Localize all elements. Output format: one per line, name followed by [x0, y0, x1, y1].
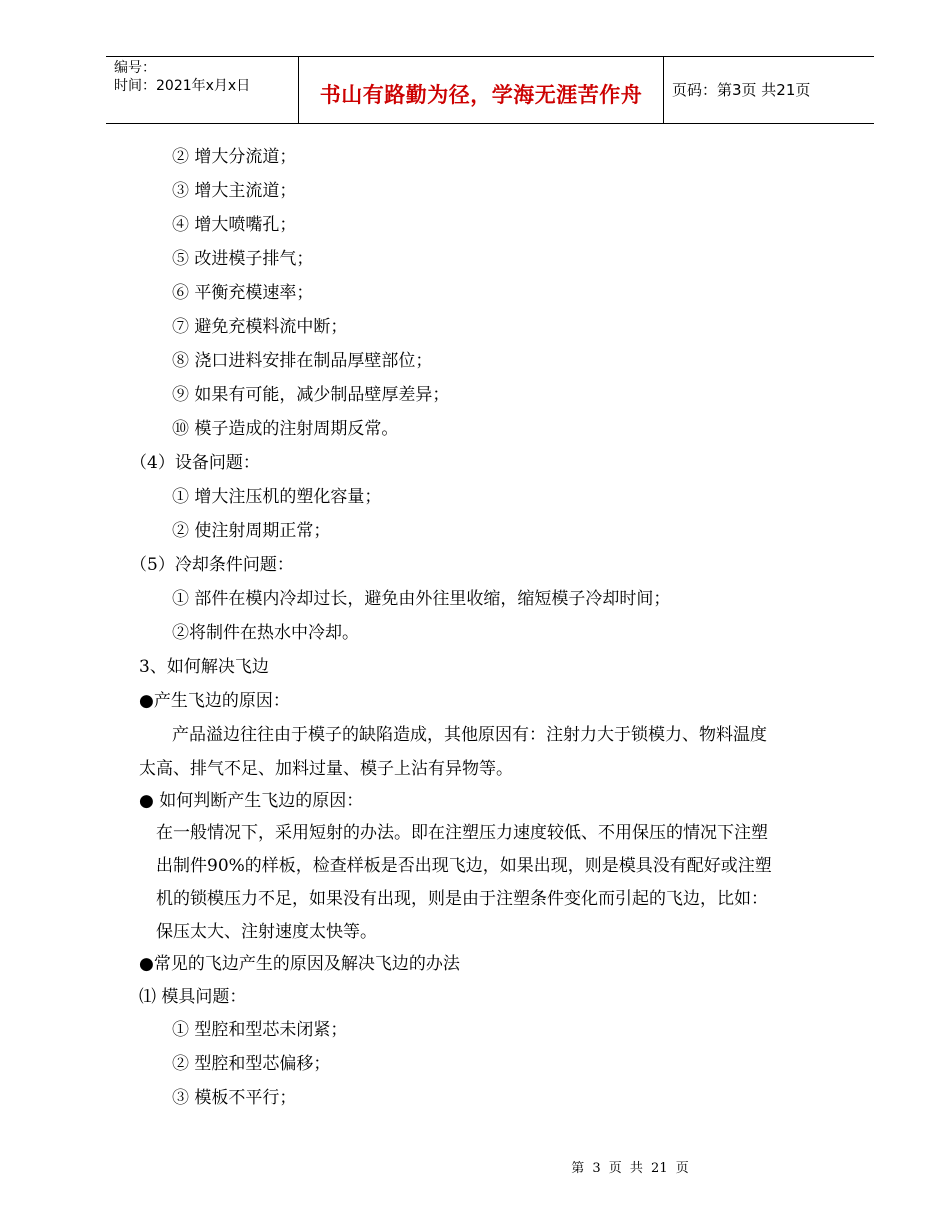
- page-header: [106, 56, 874, 124]
- list-item: ⑦ 避免充模料流中断；: [172, 317, 348, 337]
- paragraph-line: 在一般情况下，采用短射的办法。即在注塑压力速度较低、不用保压的情况下注塑: [156, 823, 768, 843]
- list-item: ② 型腔和型芯偏移；: [172, 1054, 331, 1074]
- document-number-label: 编号：: [114, 60, 156, 76]
- bullet-heading: ●常见的飞边产生的原因及解决飞边的办法: [139, 954, 460, 974]
- bullet-heading: ● 如何判断产生飞边的原因：: [139, 791, 364, 811]
- list-item: ① 型腔和型芯未闭紧；: [172, 1020, 348, 1040]
- list-item: ② 使注射周期正常；: [172, 521, 331, 541]
- section-heading: 3、如何解决飞边: [139, 657, 269, 677]
- list-item: ⑩ 模子造成的注射周期反常。: [172, 419, 399, 439]
- document-time-label: 时间：2021年x月x日: [114, 78, 251, 94]
- list-item: ① 部件在模内冷却过长，避免由外往里收缩，缩短模子冷却时间；: [172, 589, 671, 609]
- section-heading: （4）设备问题：: [130, 453, 260, 473]
- section-heading: ⑴ 模具问题：: [139, 987, 247, 1007]
- list-item: ① 增大注压机的塑化容量；: [172, 487, 382, 507]
- header-page-cell: [664, 57, 874, 123]
- list-item: ③ 模板不平行；: [172, 1088, 297, 1108]
- list-item: ③ 增大主流道；: [172, 181, 297, 201]
- list-item: ⑤ 改进模子排气；: [172, 249, 314, 269]
- page-footer: 第 3 页 共 21 页: [571, 1161, 689, 1176]
- header-page-number: 页码：第3页 共21页: [672, 81, 811, 99]
- header-motto-cell: [299, 57, 664, 123]
- bullet-heading: ●产生飞边的原因：: [139, 691, 290, 711]
- list-item: ②将制件在热水中冷却。: [172, 623, 359, 643]
- header-motto: 书山有路勤为径，学海无涯苦作舟: [319, 83, 643, 107]
- header-meta-cell: [106, 57, 299, 123]
- section-heading: （5）冷却条件问题：: [130, 555, 294, 575]
- list-item: ⑥ 平衡充模速率；: [172, 283, 314, 303]
- list-item: ② 增大分流道；: [172, 147, 297, 167]
- paragraph-line: 保压太大、注射速度太快等。: [156, 922, 377, 942]
- list-item: ⑨ 如果有可能，减少制品壁厚差异；: [172, 385, 450, 405]
- list-item: ④ 增大喷嘴孔；: [172, 215, 297, 235]
- paragraph-line: 产品溢边往往由于模子的缺陷造成，其他原因有：注射力大于锁模力、物料温度: [172, 725, 767, 745]
- paragraph-line: 出制件90%的样板，检查样板是否出现飞边，如果出现，则是模具没有配好或注塑: [156, 856, 772, 876]
- paragraph-line: 太高、排气不足、加料过量、模子上沾有异物等。: [139, 759, 513, 779]
- list-item: ⑧ 浇口进料安排在制品厚壁部位；: [172, 351, 433, 371]
- paragraph-line: 机的锁模压力不足，如果没有出现，则是由于注塑条件变化而引起的飞边，比如：: [156, 889, 768, 909]
